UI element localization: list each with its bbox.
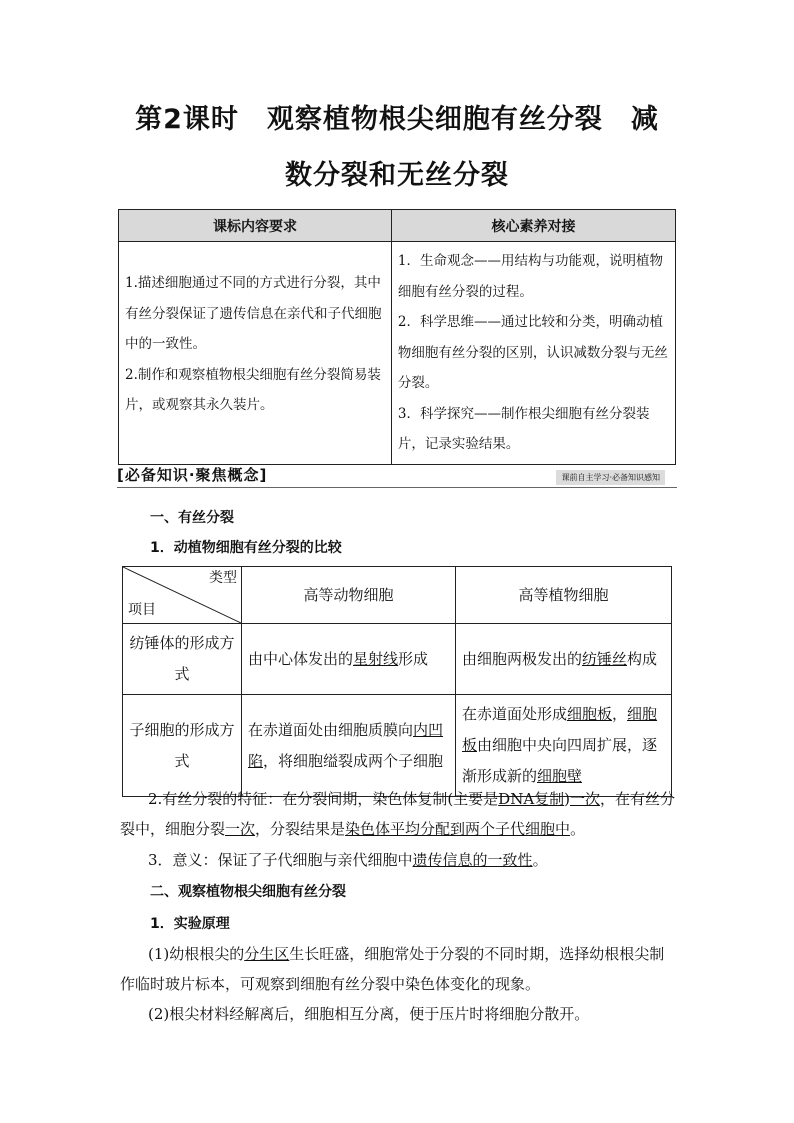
standards-right-cell [391,242,675,465]
heading-comparison: 1．动植物细胞有丝分裂的比较 [150,540,342,556]
header-plant: 高等植物细胞 [456,567,672,624]
standards-table [118,209,676,465]
features-text-4: ，分裂结果是 [255,820,346,838]
standards-left-p1: 1.描述细胞通过不同的方式进行分裂，其中有丝分裂保证了遗传信息在亲代和子代细胞中的一致性。 [125,275,382,352]
features-text-2: ) [564,790,571,808]
principle-1-text-end: 生长旺盛，细胞常处于分裂的不同时期，选择幼根根尖制作临时玻片标本，可观察到细胞有丝分裂中染色体变化的现象。 [120,945,665,993]
significance-answer: 遗传信息的一致性 [412,851,533,869]
features-text-5: 。 [570,820,586,838]
corner-type-label: 类型 [209,570,237,586]
features-answer-result: 染色体平均分配到两个子代细胞中 [345,820,571,838]
corner-item-label: 项目 [128,602,156,618]
features-answer-dna: DNA复制 [498,790,565,808]
spindle-plant-text: 由细胞两极发出的 [462,649,583,668]
heading-principle: 1．实验原理 [150,916,230,932]
spindle-animal-answer: 星射线 [353,649,399,668]
row-spindle-head: 纺锤体的形成方式 [123,624,242,695]
principle-1-answer: 分生区 [244,945,290,963]
heading-observation: 二、观察植物根尖细胞有丝分裂 [150,884,346,900]
features-answer-once-2: 一次 [225,820,256,838]
daughter-plant-answer-3: 细胞壁 [537,767,583,785]
daughter-animal-text: 在赤道面处由细胞质膜向 [248,720,414,739]
principle-1-text: (1)幼根根尖的 [148,945,245,963]
section-bar [117,467,677,488]
spindle-plant-cell [456,624,672,695]
paragraph-principle-2: (2)根尖材料经解离后，细胞相互分离，便于压片时将细胞分散开。 [148,1005,590,1023]
daughter-plant-answer-1: 细胞板 [567,705,613,723]
corner-cell [123,567,242,624]
daughter-animal-text-end: ，将细胞缢裂成两个子细胞 [263,751,444,770]
standards-left-p2: 2.制作和观察植物根尖细胞有丝分裂简易装片，或观察其永久装片。 [125,366,381,413]
lesson-title-line2: 数分裂和无丝分裂 [285,160,509,191]
standards-right-p2: 2．科学思维——通过比较和分类，明确动植物细胞有丝分裂的区别，认识减数分裂与无丝分裂。 [397,314,668,391]
daughter-plant-text-mid: 由细胞中央向四周扩展，逐渐形成新的 [462,736,658,785]
standards-left-cell [119,242,392,465]
paragraph-features [120,784,676,844]
daughter-plant-answer-2: 细胞板 [462,705,658,754]
spindle-animal-text: 由中心体发出的 [248,649,354,668]
lesson-title-line1: 第2课时 观察植物根尖细胞有丝分裂 减 [135,104,659,135]
row-daughter-head: 子细胞的形成方式 [123,695,242,797]
standards-header-left: 课标内容要求 [119,210,392,242]
section-tag: 课前自主学习·必备知识感知 [556,470,665,485]
standards-right-p1: 1．生命观念——用结构与功能观，说明植物细胞有丝分裂的过程。 [397,253,664,300]
paragraph-significance [120,845,676,875]
section-title: [必备知识·聚焦概念] [117,466,268,484]
daughter-animal-cell [242,695,456,797]
daughter-plant-cell [456,695,672,797]
features-answer-once-1: 一次 [570,790,601,808]
heading-mitosis: 一、有丝分裂 [150,510,234,526]
spindle-plant-text-end: 构成 [627,649,658,668]
comparison-table [122,566,672,797]
features-text-3: ，在有丝分裂中，细胞分裂 [120,790,676,838]
header-animal: 高等动物细胞 [242,567,456,624]
paragraph-principle-1 [120,939,676,999]
features-text-1: 2.有丝分裂的特征：在分裂间期，染色体复制(主要是 [148,790,499,808]
spindle-plant-answer: 纺锤丝 [582,649,628,668]
daughter-plant-text: 在赤道面处形成 [462,705,568,723]
spindle-animal-cell [242,624,456,695]
daughter-animal-answer: 内凹陷 [248,720,444,770]
daughter-plant-comma: ， [612,705,628,723]
significance-text-end: 。 [532,851,548,869]
standards-header-right: 核心素养对接 [391,210,675,242]
spindle-animal-text-end: 形成 [398,649,429,668]
standards-right-p3: 3．科学探究——制作根尖细胞有丝分裂装片，记录实验结果。 [397,405,650,452]
significance-text: 3．意义：保证了子代细胞与亲代细胞中 [148,851,413,869]
